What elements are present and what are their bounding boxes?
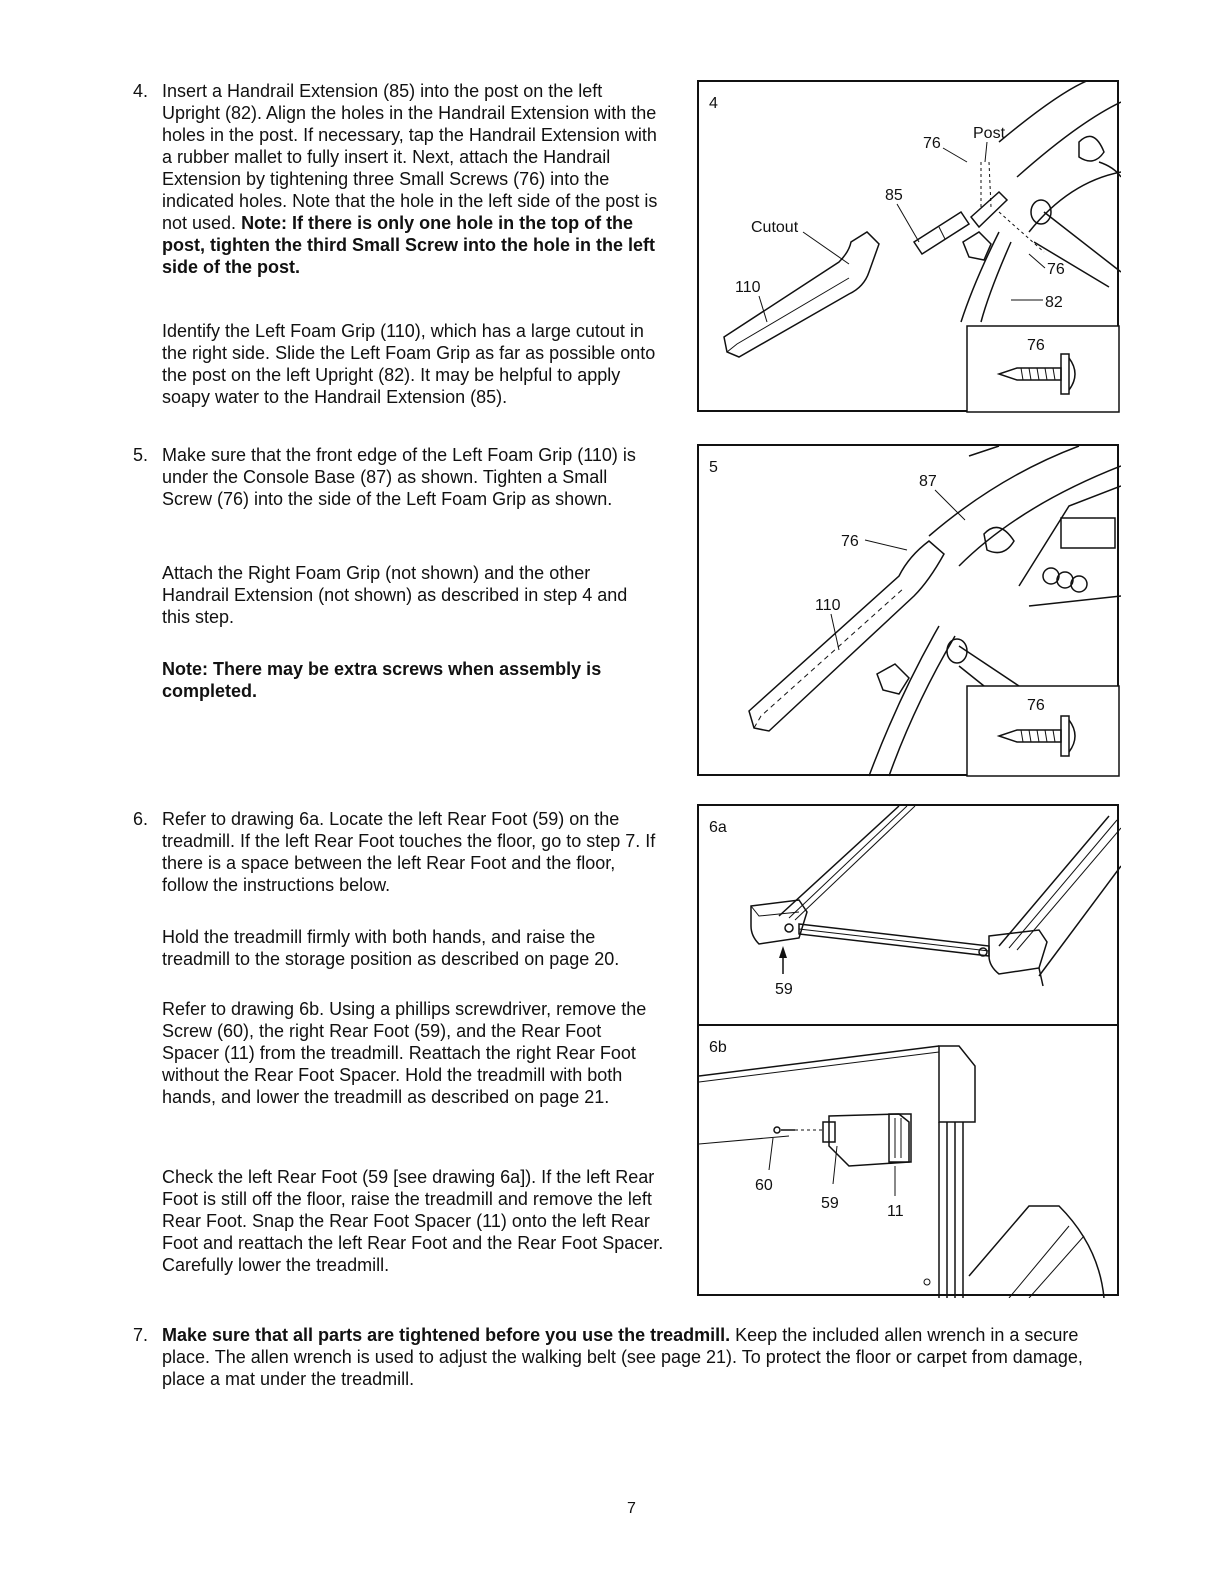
figure-5: [697, 444, 1119, 776]
figure-6b-id: 6b: [709, 1039, 727, 1056]
figure-6a: [697, 804, 1119, 1026]
step-6-paragraph-2: Hold the treadmill firmly with both hands, and raise the treadmill to the storage position as described on page 20.: [162, 927, 620, 969]
figure-5-drawing: [699, 446, 1121, 778]
step-4-number: 4.: [133, 81, 149, 101]
figure-4-id: 4: [709, 95, 718, 112]
figure-4-label-82: 82: [1045, 294, 1063, 311]
step-5-paragraph-1: Make sure that the front edge of the Left Foam Grip (110) is under the Console Base (87) as shown. Tighten a Small Screw (76) into the side of the Left Foam Grip as shown.: [162, 445, 636, 509]
figure-4-drawing: [699, 82, 1121, 414]
step-5-note: Note: There may be extra screws when assembly is completed.: [162, 659, 602, 701]
figure-4-label-post: Post: [973, 125, 1006, 142]
figure-6a-drawing: [699, 806, 1121, 1028]
page-number: 7: [627, 1500, 636, 1517]
figure-6b-label-60: 60: [755, 1177, 773, 1194]
figure-6a-id: 6a: [709, 819, 727, 836]
figure-4-label-76-right: 76: [1047, 261, 1065, 278]
step-6-number: 6.: [133, 809, 149, 829]
step-6-paragraph-3: Refer to drawing 6b. Using a phillips screwdriver, remove the Screw (60), the right Rear Foot (59), and the Rear Foot Spacer (11) from the treadmill. Reattach the right Rear Foot without the Rear Foot Spacer. Hold the treadmill with both hands, and lower the treadmill as described on page 21.: [162, 999, 647, 1107]
figure-6b-label-11: 11: [887, 1203, 904, 1220]
step-4-paragraph-2: Identify the Left Foam Grip (110), which has a large cutout in the right side. Slide the Left Foam Grip as far as possible onto the post on the left Upright (82). It may be helpful to apply soapy water to the Handrail Extension (85).: [162, 321, 656, 407]
figure-6b: [697, 1024, 1119, 1296]
figure-4: [697, 80, 1119, 412]
figure-4-label-85: 85: [885, 187, 903, 204]
figure-4-label-76-top: 76: [923, 135, 941, 152]
figure-6b-label-59: 59: [821, 1195, 839, 1212]
step-7-number: 7.: [133, 1325, 149, 1345]
step-6-paragraph-4: Check the left Rear Foot (59 [see drawing 6a]). If the left Rear Foot is still off the floor, raise the treadmill and remove the left Rear Foot. Snap the Rear Foot Spacer (11) onto the left Rear Foot and reattach the left Rear Foot and the Rear Foot Spacer. Carefully lower the treadmill.: [162, 1167, 664, 1275]
figure-5-inset-label-76: 76: [1027, 697, 1045, 714]
step-4-text: Insert a Handrail Extension (85) into the post on the left Upright (82). Align the holes in the Handrail Extension with the holes in the post. If necessary, tap the Handrail Extension with a rubber mallet to fully insert it. Next, attach the Handrail Extension by tightening three Small Screws (76) into the indicated holes. Note that the hole in the left side of the post is not used.: [162, 81, 658, 233]
step-5-number: 5.: [133, 445, 149, 465]
figure-4-label-110: 110: [735, 279, 761, 296]
step-4-note: Note: If there is only one hole in the top of the post, tighten the third Small Screw into the hole in the left side of the post.: [162, 213, 656, 277]
figure-6b-drawing: [699, 1026, 1121, 1298]
step-7-text: Keep the included allen wrench in a secure place. The allen wrench is used to adjust the walking belt (see page 21). To protect the floor or carpet from damage, place a mat under the treadmill.: [162, 1325, 1083, 1389]
step-6-paragraph-1: Refer to drawing 6a. Locate the left Rear Foot (59) on the treadmill. If the left Rear Foot touches the floor, go to step 7. If there is a space between the left Rear Foot and the floor, follow the instructions below.: [162, 809, 656, 895]
step-7-bold-text: Make sure that all parts are tightened before you use the treadmill.: [162, 1325, 731, 1345]
step-7-paragraph: [162, 1324, 1112, 1390]
figure-4-label-cutout: Cutout: [751, 219, 799, 236]
figure-5-label-110: 110: [815, 597, 841, 614]
figure-5-label-87: 87: [919, 473, 937, 490]
step-4-paragraph-1: [162, 80, 662, 278]
figure-5-id: 5: [709, 459, 718, 476]
figure-5-label-76: 76: [841, 533, 859, 550]
step-5-paragraph-2: Attach the Right Foam Grip (not shown) and the other Handrail Extension (not shown) as described in step 4 and this step.: [162, 563, 628, 627]
figure-6a-label-59: 59: [775, 981, 793, 998]
figure-4-inset-label-76: 76: [1027, 337, 1045, 354]
